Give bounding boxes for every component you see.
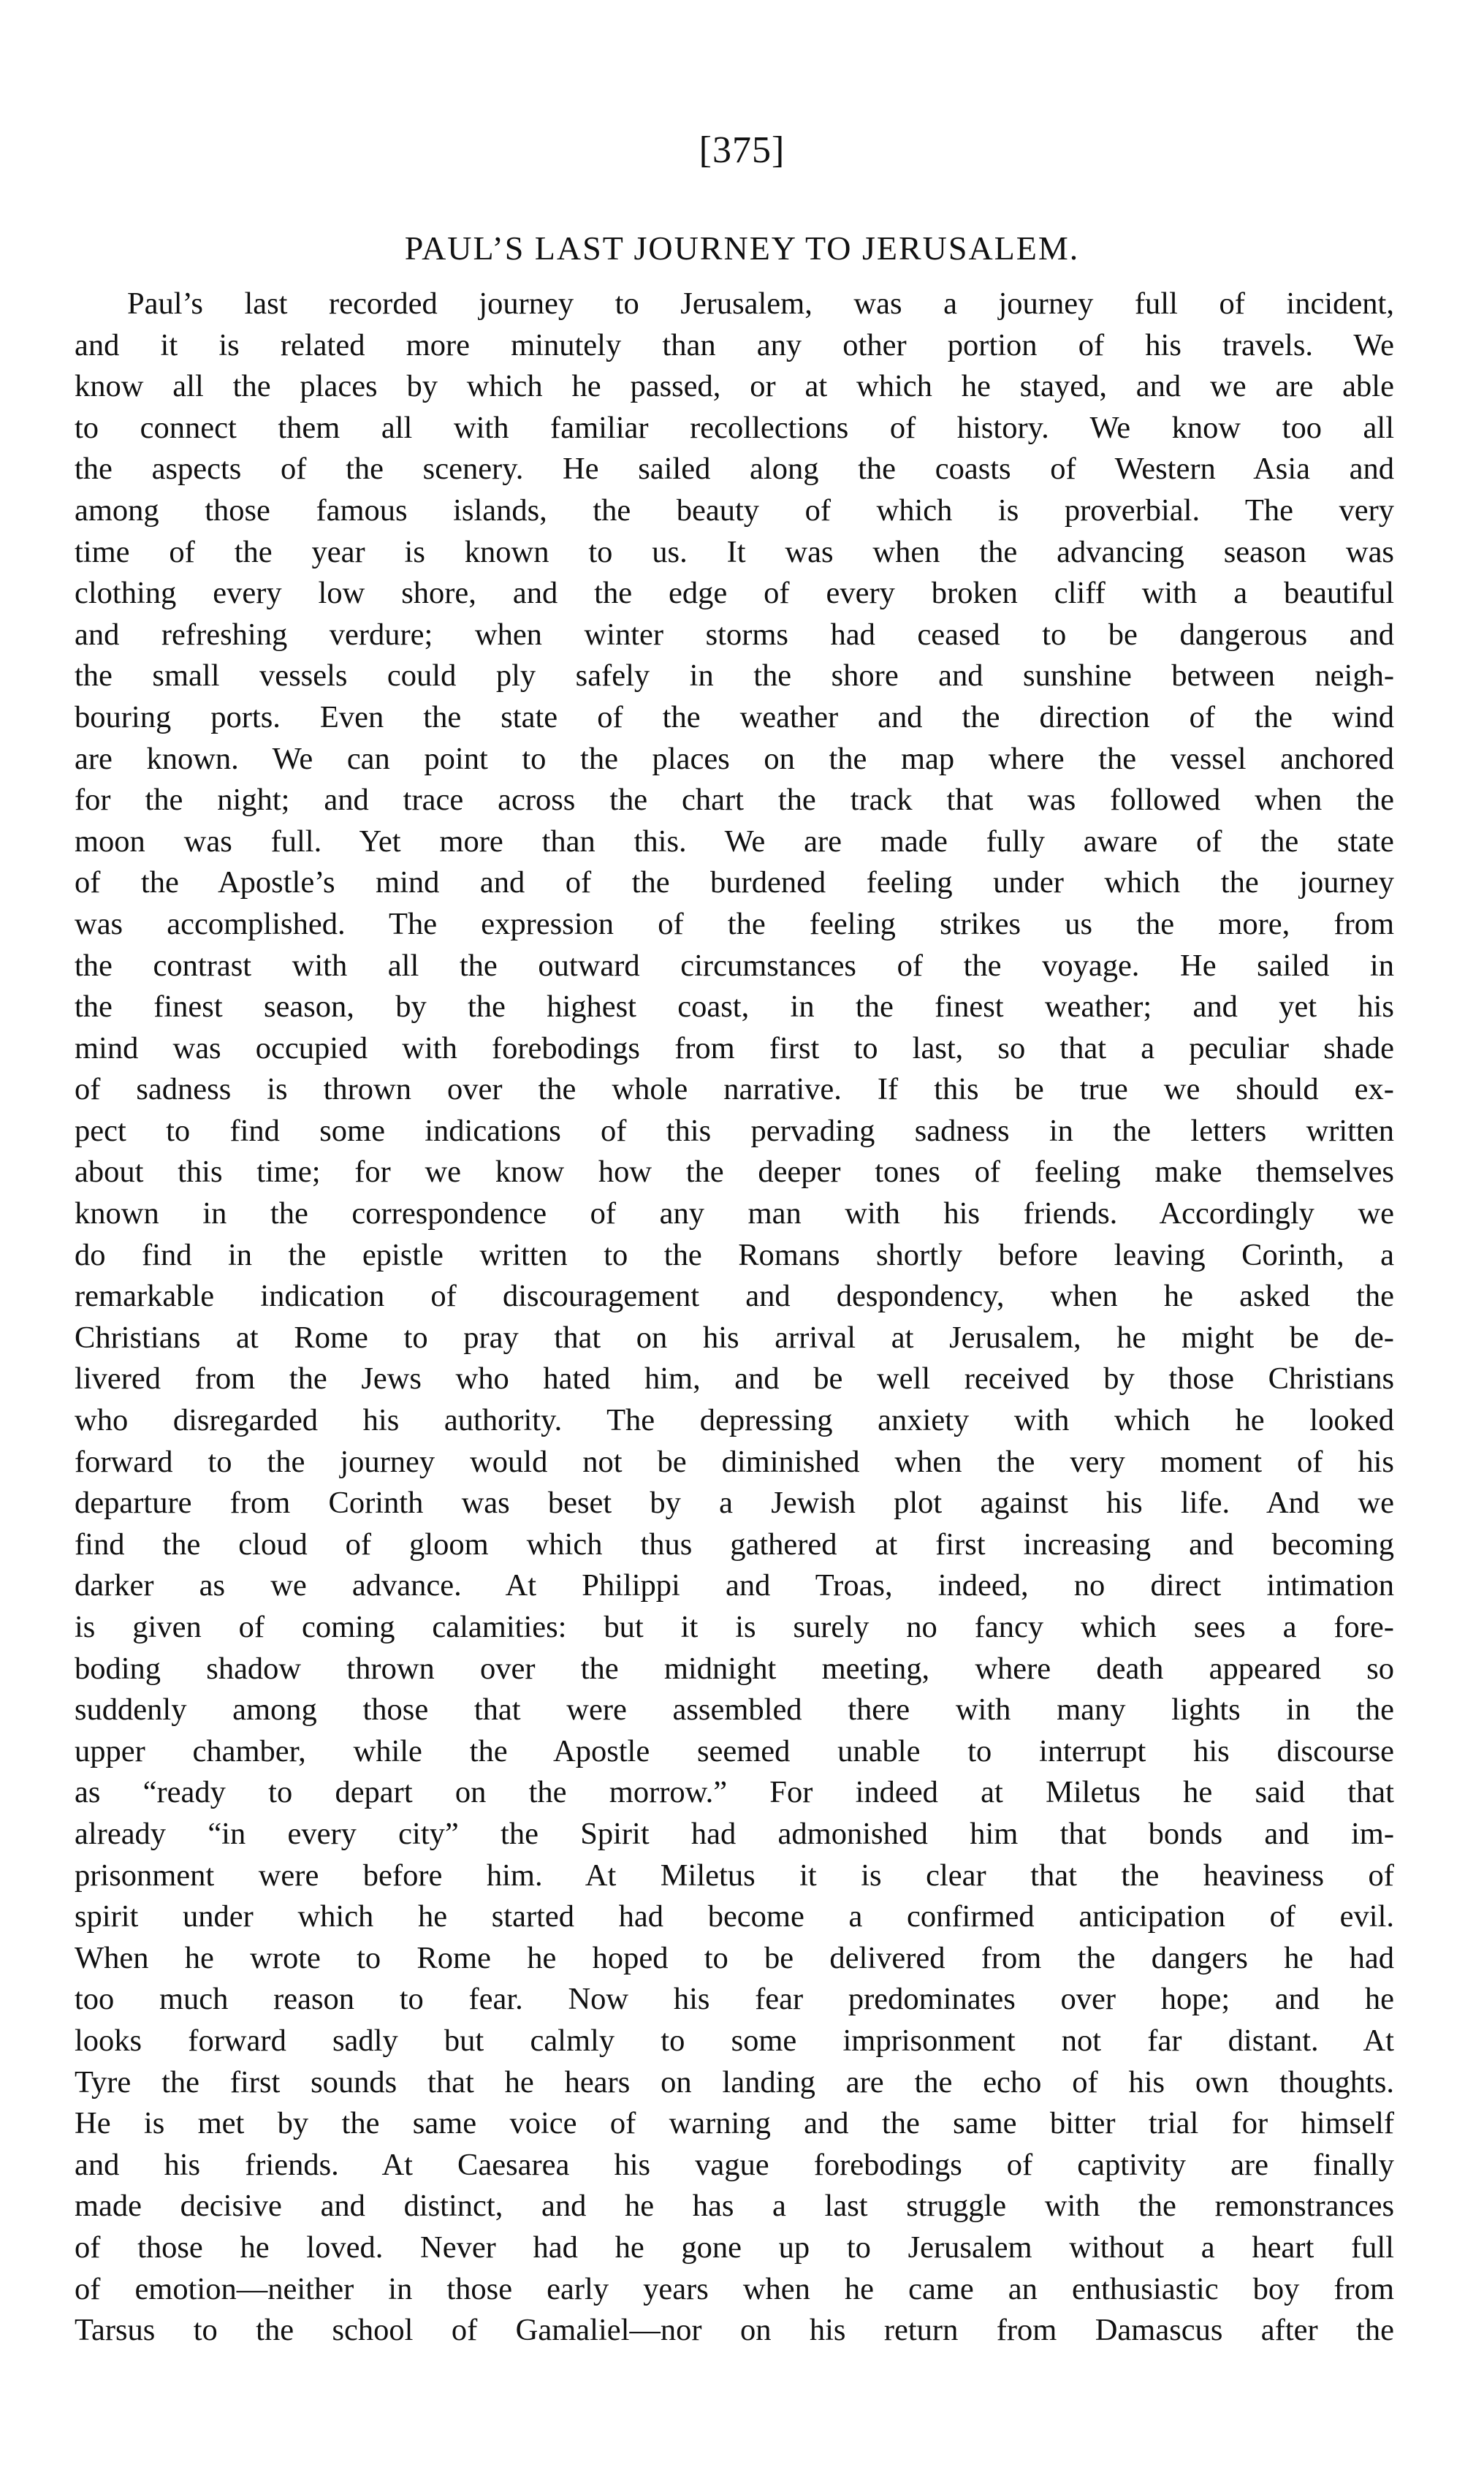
text-line: of sadness is thrown over the whole narrative. If this be true we should ex- xyxy=(75,1072,1394,1107)
text-line: know all the places by which he passed, or at which he stayed, and we are able xyxy=(75,369,1394,404)
text-line: was accomplished. The expression of the feeling strikes us the more, from xyxy=(75,906,1395,941)
text-line: made decisive and distinct, and he has a last struggle with the remonstrances xyxy=(75,2189,1395,2224)
text-line: looks forward sadly but calmly to some imprisonment not far distant. At xyxy=(75,2023,1394,2058)
text-line: of those he loved. Never had he gone up to Jerusalem without a heart full xyxy=(75,2230,1394,2265)
text-line: for the night; and trace across the chart the track that was followed when the xyxy=(75,783,1395,818)
text-line: as “ready to depart on the morrow.” For indeed at Miletus he said that xyxy=(75,1775,1394,1810)
text-line: remarkable indication of discouragement and despondency, when he asked the xyxy=(75,1279,1395,1314)
text-line: mind was occupied with forebodings from first to last, so that a peculiar shade xyxy=(75,1030,1394,1065)
text-line: clothing every low shore, and the edge of every broken cliff with a beautiful xyxy=(75,576,1395,611)
text-line: the small vessels could ply safely in the shore and sunshine between neigh- xyxy=(75,658,1394,694)
text-line: spirit under which he started had become a confirmed anticipation of evil. xyxy=(75,1899,1395,1934)
text-line: prisonment were before him. At Miletus it is clear that the heaviness of xyxy=(75,1858,1394,1893)
text-line: the finest season, by the highest coast, in the finest weather; and yet his xyxy=(75,989,1394,1025)
text-line: among those famous islands, the beauty of which is proverbial. The very xyxy=(75,493,1394,528)
text-line: Paul’s last recorded journey to Jerusalem, was a journey full of incident, xyxy=(127,286,1394,321)
text-line: and refreshing verdure; when winter storms had ceased to be dangerous and xyxy=(75,617,1395,652)
text-line: darker as we advance. At Philippi and Troas, indeed, no direct intimation xyxy=(75,1568,1395,1603)
text-line: pect to find some indications of this pervading sadness in the letters written xyxy=(75,1113,1394,1148)
text-line: of the Apostle’s mind and of the burdened feeling under which the journey xyxy=(75,865,1395,900)
text-line: is given of coming calamities: but it is surely no fancy which sees a fore- xyxy=(75,1610,1394,1644)
text-line: Christians at Rome to pray that on his arrival at Jerusalem, he might be de- xyxy=(75,1320,1394,1355)
text-line: When he wrote to Rome he hoped to be delivered from the dangers he had xyxy=(75,1940,1394,1975)
text-line: to connect them all with familiar recollections of history. We know too all xyxy=(75,410,1395,445)
text-line: suddenly among those that were assembled there with many lights in the xyxy=(75,1692,1394,1728)
text-line: known in the correspondence of any man with his friends. Accordingly we xyxy=(75,1196,1395,1231)
text-line: the aspects of the scenery. He sailed along the coasts of Western Asia and xyxy=(75,452,1395,487)
text-line: and it is related more minutely than any other portion of his travels. We xyxy=(75,327,1394,362)
text-line: forward to the journey would not be diminished when the very moment of his xyxy=(75,1444,1394,1479)
text-line: livered from the Jews who hated him, and be well received by those Christians xyxy=(75,1361,1395,1396)
text-line: too much reason to fear. Now his fear predominates over hope; and he xyxy=(75,1982,1394,2017)
text-line: do find in the epistle written to the Romans shortly before leaving Corinth, a xyxy=(75,1237,1395,1272)
text-line: Tarsus to the school of Gamaliel—nor on his return from Damascus after the xyxy=(75,2313,1394,2348)
text-line: He is met by the same voice of warning and the same bitter trial for himself xyxy=(75,2106,1395,2141)
text-line: upper chamber, while the Apostle seemed unable to interrupt his discourse xyxy=(75,1733,1394,1768)
text-line: already “in every city” the Spirit had admonished him that bonds and im- xyxy=(75,1816,1395,1851)
text-line: about this time; for we know how the deeper tones of feeling make themselves xyxy=(75,1155,1394,1190)
text-line: moon was full. Yet more than this. We are made fully aware of the state xyxy=(75,824,1394,859)
text-line: Tyre the first sounds that he hears on landing are the echo of his own thoughts. xyxy=(75,2064,1394,2100)
text-line: find the cloud of gloom which thus gathered at first increasing and becoming xyxy=(75,1527,1395,1562)
text-line: of emotion—neither in those early years when he came an enthusiastic boy from xyxy=(75,2271,1395,2306)
text-line: are known. We can point to the places on the map where the vessel anchored xyxy=(75,741,1394,776)
text-line: time of the year is known to us. It was when the advancing season was xyxy=(75,534,1394,569)
text-line: and his friends. At Caesarea his vague forebodings of captivity are finally xyxy=(75,2147,1394,2182)
text-line: departure from Corinth was beset by a Jewish plot against his life. And we xyxy=(75,1486,1394,1521)
page-number: [375] xyxy=(699,129,785,171)
text-line: bouring ports. Even the state of the weather and the direction of the wind xyxy=(75,699,1395,734)
text-line: the contrast with all the outward circumstances of the voyage. He sailed in xyxy=(75,948,1394,983)
text-line: boding shadow thrown over the midnight meeting, where death appeared so xyxy=(75,1651,1395,1686)
page-title: PAUL’S LAST JOURNEY TO JERUSALEM. xyxy=(404,229,1080,267)
body-paragraph xyxy=(75,284,1394,2352)
text-line: who disregarded his authority. The depressing anxiety with which he looked xyxy=(75,1403,1394,1438)
